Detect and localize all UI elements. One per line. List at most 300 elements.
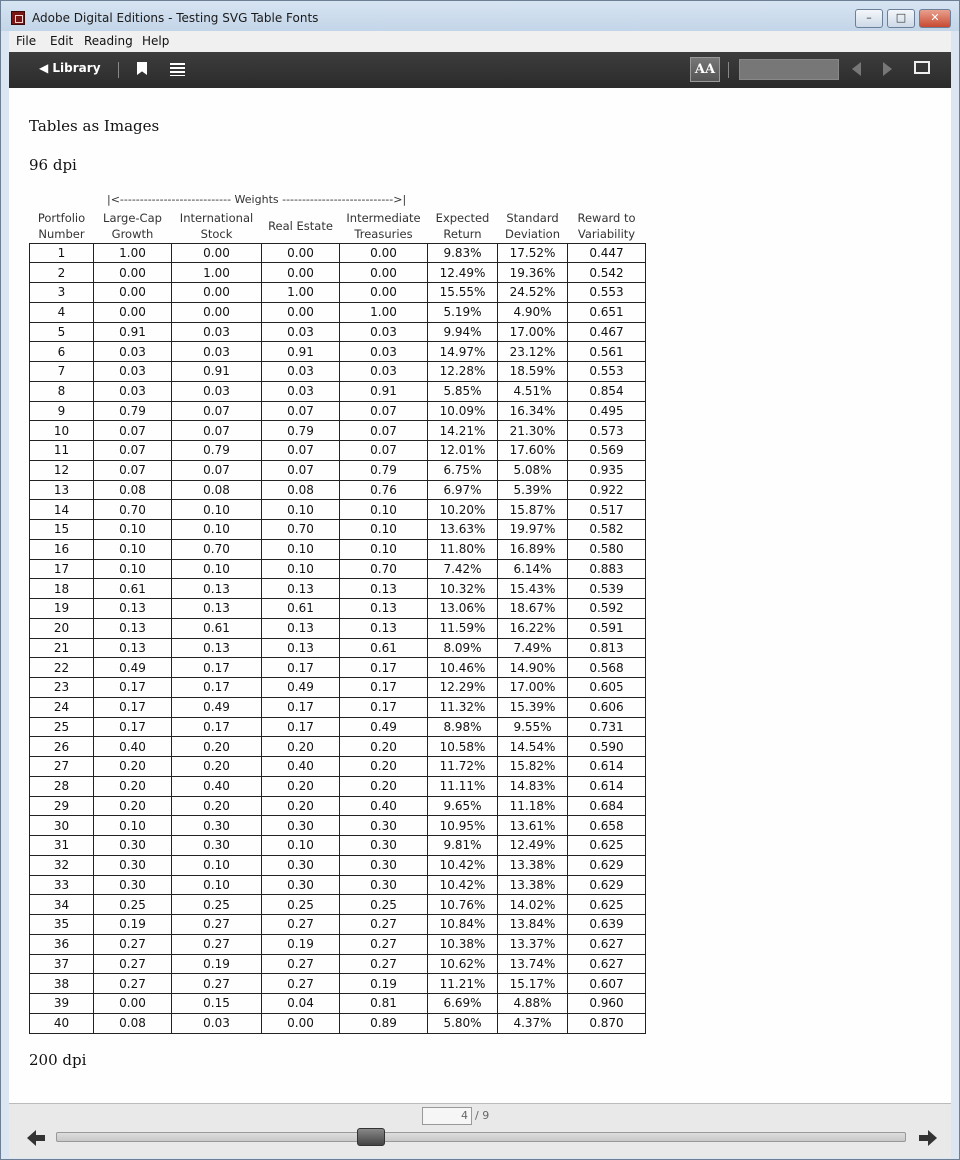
table-cell: 14.83% (498, 776, 568, 796)
table-cell: 0.10 (94, 520, 172, 540)
table-cell: 0.25 (94, 895, 172, 915)
table-cell: 0.07 (94, 421, 172, 441)
table-cell: 0.79 (340, 460, 428, 480)
table-cell: 5.80% (428, 1013, 498, 1033)
table-cell: 0.25 (340, 895, 428, 915)
table-cell: 0.70 (172, 539, 262, 559)
page-slider-thumb[interactable] (357, 1128, 385, 1146)
table-cell: 0.27 (94, 974, 172, 994)
table-cell: 0.49 (340, 717, 428, 737)
table-cell: 0.91 (340, 381, 428, 401)
table-cell: 0.40 (94, 737, 172, 757)
table-cell: 0.20 (172, 796, 262, 816)
table-cell: 0.07 (262, 441, 340, 461)
header-line: Reward to (577, 211, 636, 226)
table-cell: 0.08 (94, 480, 172, 500)
title-bar (1, 1, 959, 31)
table-cell: 0.627 (568, 954, 646, 974)
table-cell: 1 (30, 243, 94, 263)
header-line: Treasuries (354, 227, 413, 242)
table-cell: 0.568 (568, 658, 646, 678)
table-cell: 0.30 (262, 816, 340, 836)
table-cell: 0.07 (262, 401, 340, 421)
table-cell: 0.10 (94, 539, 172, 559)
table-cell: 4 (30, 302, 94, 322)
table-cell: 0.590 (568, 737, 646, 757)
table-cell: 0.10 (340, 520, 428, 540)
table-cell: 0.607 (568, 974, 646, 994)
table-cell: 13 (30, 480, 94, 500)
table-cell: 6.69% (428, 994, 498, 1014)
menu-bar (9, 31, 951, 52)
table-cell: 6.75% (428, 460, 498, 480)
table-cell: 0.00 (172, 283, 262, 303)
table-cell: 17.00% (498, 678, 568, 698)
table-row (30, 342, 646, 362)
table-cell: 0.606 (568, 697, 646, 717)
header-line: Stock (200, 227, 233, 242)
table-cell: 5.08% (498, 460, 568, 480)
table-cell: 17.00% (498, 322, 568, 342)
column-header (172, 210, 262, 243)
table-cell: 0.13 (172, 638, 262, 658)
table-cell: 16.89% (498, 539, 568, 559)
forward-arrow-icon[interactable] (919, 1129, 937, 1147)
table-cell: 0.27 (172, 934, 262, 954)
table-cell: 0.61 (172, 618, 262, 638)
table-cell: 0.13 (262, 579, 340, 599)
app-icon (11, 11, 25, 25)
table-row (30, 974, 646, 994)
table-cell: 16.22% (498, 618, 568, 638)
table-cell: 0.03 (262, 362, 340, 382)
table-row (30, 915, 646, 935)
table-cell: 0.03 (172, 381, 262, 401)
table-cell: 0.20 (262, 776, 340, 796)
table-cell: 12.01% (428, 441, 498, 461)
table-cell: 0.30 (340, 816, 428, 836)
table-row (30, 776, 646, 796)
table-cell: 0.553 (568, 283, 646, 303)
table-cell: 0.15 (172, 994, 262, 1014)
table-cell: 0.10 (94, 816, 172, 836)
table-cell: 0.08 (262, 480, 340, 500)
table-cell: 0.20 (172, 737, 262, 757)
bookmark-icon[interactable] (137, 62, 147, 75)
column-header (262, 210, 340, 243)
table-cell: 15.87% (498, 500, 568, 520)
table-cell: 0.27 (340, 954, 428, 974)
heading-200dpi: 200 dpi (29, 1051, 87, 1069)
column-header (498, 210, 568, 243)
table-row (30, 381, 646, 401)
table-cell: 0.561 (568, 342, 646, 362)
table-cell: 0.30 (262, 875, 340, 895)
table-row (30, 500, 646, 520)
table-cell: 10.20% (428, 500, 498, 520)
table-cell: 0.00 (262, 1013, 340, 1033)
table-cell: 13.37% (498, 934, 568, 954)
table-cell: 1.00 (94, 243, 172, 263)
table-row (30, 697, 646, 717)
table-cell: 12.49% (428, 263, 498, 283)
table-cell: 32 (30, 855, 94, 875)
table-cell: 0.19 (262, 934, 340, 954)
table-cell: 9.65% (428, 796, 498, 816)
table-cell: 0.573 (568, 421, 646, 441)
table-cell: 19.36% (498, 263, 568, 283)
table-cell: 0.20 (94, 757, 172, 777)
table-cell: 0.580 (568, 539, 646, 559)
table-cell: 0.03 (172, 342, 262, 362)
table-cell: 14.21% (428, 421, 498, 441)
table-cell: 11.59% (428, 618, 498, 638)
table-cell: 0.25 (262, 895, 340, 915)
search-input[interactable] (739, 59, 839, 80)
table-cell: 12.49% (498, 836, 568, 856)
back-arrow-icon[interactable] (27, 1129, 45, 1147)
table-cell: 0.447 (568, 243, 646, 263)
table-cell: 10.42% (428, 855, 498, 875)
table-row (30, 757, 646, 777)
table-cell: 23 (30, 678, 94, 698)
table-cell: 0.10 (340, 500, 428, 520)
table-cell: 0.79 (262, 421, 340, 441)
reading-pane (9, 88, 951, 1103)
table-cell: 0.20 (94, 776, 172, 796)
header-line: International (179, 211, 254, 226)
table-cell: 7 (30, 362, 94, 382)
table-cell: 0.08 (172, 480, 262, 500)
table-cell: 0.03 (340, 322, 428, 342)
minimize-button[interactable]: – (855, 9, 883, 28)
table-cell: 31 (30, 836, 94, 856)
table-cell: 0.03 (172, 1013, 262, 1033)
table-cell: 0.960 (568, 994, 646, 1014)
table-cell: 0.10 (172, 875, 262, 895)
table-cell: 0.00 (340, 263, 428, 283)
table-cell: 9 (30, 401, 94, 421)
column-header (340, 210, 428, 243)
table-cell: 0.10 (94, 559, 172, 579)
table-cell: 0.17 (340, 678, 428, 698)
header-line: Variability (577, 227, 636, 242)
table-cell: 0.10 (172, 559, 262, 579)
header-line: Growth (111, 227, 154, 242)
table-cell: 1.00 (262, 283, 340, 303)
page-number-input[interactable]: 4 (422, 1107, 472, 1125)
table-cell: 15 (30, 520, 94, 540)
library-button[interactable]: ◀ Library (39, 61, 101, 75)
table-cell: 0.17 (172, 717, 262, 737)
table-cell: 0.20 (340, 737, 428, 757)
table-row (30, 816, 646, 836)
table-cell: 0.684 (568, 796, 646, 816)
table-cell: 0.07 (172, 460, 262, 480)
table-cell: 0.629 (568, 875, 646, 895)
table-cell: 6.97% (428, 480, 498, 500)
table-row (30, 421, 646, 441)
table-row (30, 539, 646, 559)
table-cell: 11 (30, 441, 94, 461)
table-cell: 0.00 (94, 263, 172, 283)
table-cell: 0.30 (94, 875, 172, 895)
table-row (30, 855, 646, 875)
header-line: Real Estate (268, 219, 333, 234)
table-cell: 0.27 (340, 915, 428, 935)
table-cell: 0.49 (262, 678, 340, 698)
table-cell: 0.00 (340, 243, 428, 263)
table-cell: 11.72% (428, 757, 498, 777)
table-cell: 0.40 (262, 757, 340, 777)
table-row (30, 836, 646, 856)
table-cell: 1.00 (340, 302, 428, 322)
table-cell: 15.43% (498, 579, 568, 599)
table-cell: 0.17 (340, 658, 428, 678)
table-cell: 0.79 (172, 441, 262, 461)
header-line: Standard (506, 211, 559, 226)
toc-icon[interactable] (170, 63, 185, 76)
table-cell: 0.30 (172, 836, 262, 856)
table-cell: 18.67% (498, 599, 568, 619)
table-cell: 1.00 (172, 263, 262, 283)
table-cell: 0.569 (568, 441, 646, 461)
table-cell: 14.54% (498, 737, 568, 757)
table-cell: 0.25 (172, 895, 262, 915)
table-cell: 0.30 (94, 855, 172, 875)
table-cell: 0.03 (94, 381, 172, 401)
table-cell: 0.870 (568, 1013, 646, 1033)
weights-label: |<---------------------------- Weights ---------------------------->| (107, 193, 407, 206)
table-cell: 0.89 (340, 1013, 428, 1033)
table-row (30, 796, 646, 816)
table-cell: 0.614 (568, 776, 646, 796)
table-cell: 0.592 (568, 599, 646, 619)
table-cell: 13.06% (428, 599, 498, 619)
table-cell: 12 (30, 460, 94, 480)
table-cell: 0.00 (94, 283, 172, 303)
table-cell: 18 (30, 579, 94, 599)
table-cell: 24 (30, 697, 94, 717)
table-cell: 18.59% (498, 362, 568, 382)
next-icon[interactable] (883, 62, 892, 76)
table-cell: 0.27 (94, 954, 172, 974)
table-cell: 0.10 (340, 539, 428, 559)
table-row (30, 994, 646, 1014)
table-cell: 40 (30, 1013, 94, 1033)
table-cell: 17 (30, 559, 94, 579)
table-cell: 21.30% (498, 421, 568, 441)
table-row (30, 638, 646, 658)
table-row (30, 283, 646, 303)
table-cell: 0.935 (568, 460, 646, 480)
table-cell: 0.13 (340, 599, 428, 619)
table-cell: 0.13 (262, 618, 340, 638)
table-cell: 4.51% (498, 381, 568, 401)
table-cell: 0.605 (568, 678, 646, 698)
table-cell: 0.813 (568, 638, 646, 658)
table-cell: 0.40 (340, 796, 428, 816)
table-cell: 0.07 (94, 460, 172, 480)
menu-help[interactable]: Help (142, 34, 170, 48)
header-line: Number (38, 227, 85, 242)
table-cell: 0.07 (340, 421, 428, 441)
table-row (30, 1013, 646, 1033)
column-header (94, 210, 172, 243)
table-cell: 15.17% (498, 974, 568, 994)
table-row (30, 302, 646, 322)
table-cell: 21 (30, 638, 94, 658)
table-cell: 0.00 (262, 302, 340, 322)
table-cell: 4.88% (498, 994, 568, 1014)
table-cell: 0.19 (340, 974, 428, 994)
table-cell: 28 (30, 776, 94, 796)
table-cell: 0.20 (262, 737, 340, 757)
table-cell: 6.14% (498, 559, 568, 579)
table-cell: 0.625 (568, 836, 646, 856)
table-cell: 0.00 (172, 243, 262, 263)
table-cell: 0.19 (94, 915, 172, 935)
header-line: Intermediate (346, 211, 421, 226)
table-cell: 0.81 (340, 994, 428, 1014)
table-cell: 38 (30, 974, 94, 994)
table-cell: 0.27 (94, 934, 172, 954)
close-button[interactable]: ✕ (919, 9, 951, 28)
table-cell: 0.49 (172, 697, 262, 717)
table-cell: 13.63% (428, 520, 498, 540)
table-cell: 0.20 (262, 796, 340, 816)
table-cell: 19.97% (498, 520, 568, 540)
window-title: Adobe Digital Editions - Testing SVG Table Fonts (32, 11, 319, 25)
table-cell: 24.52% (498, 283, 568, 303)
table-cell: 0.03 (262, 322, 340, 342)
table-cell: 0.91 (172, 362, 262, 382)
table-cell: 9.83% (428, 243, 498, 263)
table-cell: 13.61% (498, 816, 568, 836)
table-cell: 11.32% (428, 697, 498, 717)
table-cell: 6 (30, 342, 94, 362)
table-cell: 0.07 (262, 460, 340, 480)
table-cell: 5 (30, 322, 94, 342)
table-cell: 25 (30, 717, 94, 737)
table-cell: 26 (30, 737, 94, 757)
footer-bar (9, 1103, 951, 1158)
table-cell: 0.17 (262, 658, 340, 678)
table-cell: 0.539 (568, 579, 646, 599)
menu-edit[interactable]: Edit (50, 34, 74, 48)
table-cell: 10.38% (428, 934, 498, 954)
table-cell: 0.61 (262, 599, 340, 619)
table-cell: 12.28% (428, 362, 498, 382)
table-cell: 33 (30, 875, 94, 895)
font-size-icon[interactable]: AA (690, 57, 720, 82)
table-cell: 15.55% (428, 283, 498, 303)
table-cell: 0.658 (568, 816, 646, 836)
table-cell: 0.13 (340, 579, 428, 599)
maximize-button[interactable]: □ (887, 9, 915, 28)
table-cell: 0.20 (94, 796, 172, 816)
table-cell: 0.07 (340, 441, 428, 461)
menu-reading[interactable]: Reading (84, 34, 133, 48)
table-cell: 17.52% (498, 243, 568, 263)
table-cell: 0.00 (94, 302, 172, 322)
table-row (30, 717, 646, 737)
toolbar (9, 52, 951, 88)
table-cell: 0.27 (172, 915, 262, 935)
toolbar-divider (728, 62, 729, 78)
table-cell: 0.467 (568, 322, 646, 342)
table-cell: 0.30 (172, 816, 262, 836)
header-line: Deviation (504, 227, 560, 242)
table-cell: 0.03 (340, 342, 428, 362)
table-cell: 0.627 (568, 934, 646, 954)
table-cell: 35 (30, 915, 94, 935)
table-cell: 0.30 (340, 855, 428, 875)
fullscreen-icon[interactable] (914, 61, 930, 74)
table-cell: 5.39% (498, 480, 568, 500)
heading-96dpi: 96 dpi (29, 156, 77, 174)
table-cell: 13.84% (498, 915, 568, 935)
table-row (30, 243, 646, 263)
table-row (30, 599, 646, 619)
table-cell: 0.614 (568, 757, 646, 777)
table-cell: 0.76 (340, 480, 428, 500)
table-cell: 0.922 (568, 480, 646, 500)
header-line: Portfolio (37, 211, 86, 226)
table-cell: 10 (30, 421, 94, 441)
table-cell: 27 (30, 757, 94, 777)
table-cell: 14.02% (498, 895, 568, 915)
table-cell: 0.91 (262, 342, 340, 362)
table-cell: 0.17 (262, 717, 340, 737)
table-cell: 0.04 (262, 994, 340, 1014)
table-cell: 37 (30, 954, 94, 974)
table-cell: 0.10 (172, 500, 262, 520)
table-cell: 0.10 (262, 836, 340, 856)
table-cell: 0.13 (340, 618, 428, 638)
table-cell: 0.07 (172, 401, 262, 421)
table-cell: 0.13 (94, 599, 172, 619)
table-cell: 0.13 (262, 638, 340, 658)
table-cell: 10.62% (428, 954, 498, 974)
table-cell: 0.10 (172, 855, 262, 875)
page-slider-track[interactable] (56, 1132, 906, 1142)
table-cell: 0.10 (262, 559, 340, 579)
table-cell: 39 (30, 994, 94, 1014)
table-cell: 0.03 (94, 342, 172, 362)
page-total: / 9 (475, 1109, 490, 1122)
table-cell: 0.651 (568, 302, 646, 322)
table-row (30, 618, 646, 638)
table-cell: 16 (30, 539, 94, 559)
table-cell: 10.09% (428, 401, 498, 421)
table-cell: 0.731 (568, 717, 646, 737)
table-cell: 29 (30, 796, 94, 816)
prev-icon[interactable] (852, 62, 861, 76)
table-cell: 5.85% (428, 381, 498, 401)
table-cell: 12.29% (428, 678, 498, 698)
table-cell: 9.55% (498, 717, 568, 737)
table-cell: 10.46% (428, 658, 498, 678)
table-cell: 8.98% (428, 717, 498, 737)
table-row (30, 934, 646, 954)
table-cell: 0.91 (94, 322, 172, 342)
menu-file[interactable]: File (16, 34, 37, 48)
table-cell: 11.11% (428, 776, 498, 796)
table-row (30, 460, 646, 480)
table-cell: 0.13 (94, 638, 172, 658)
table-cell: 8 (30, 381, 94, 401)
